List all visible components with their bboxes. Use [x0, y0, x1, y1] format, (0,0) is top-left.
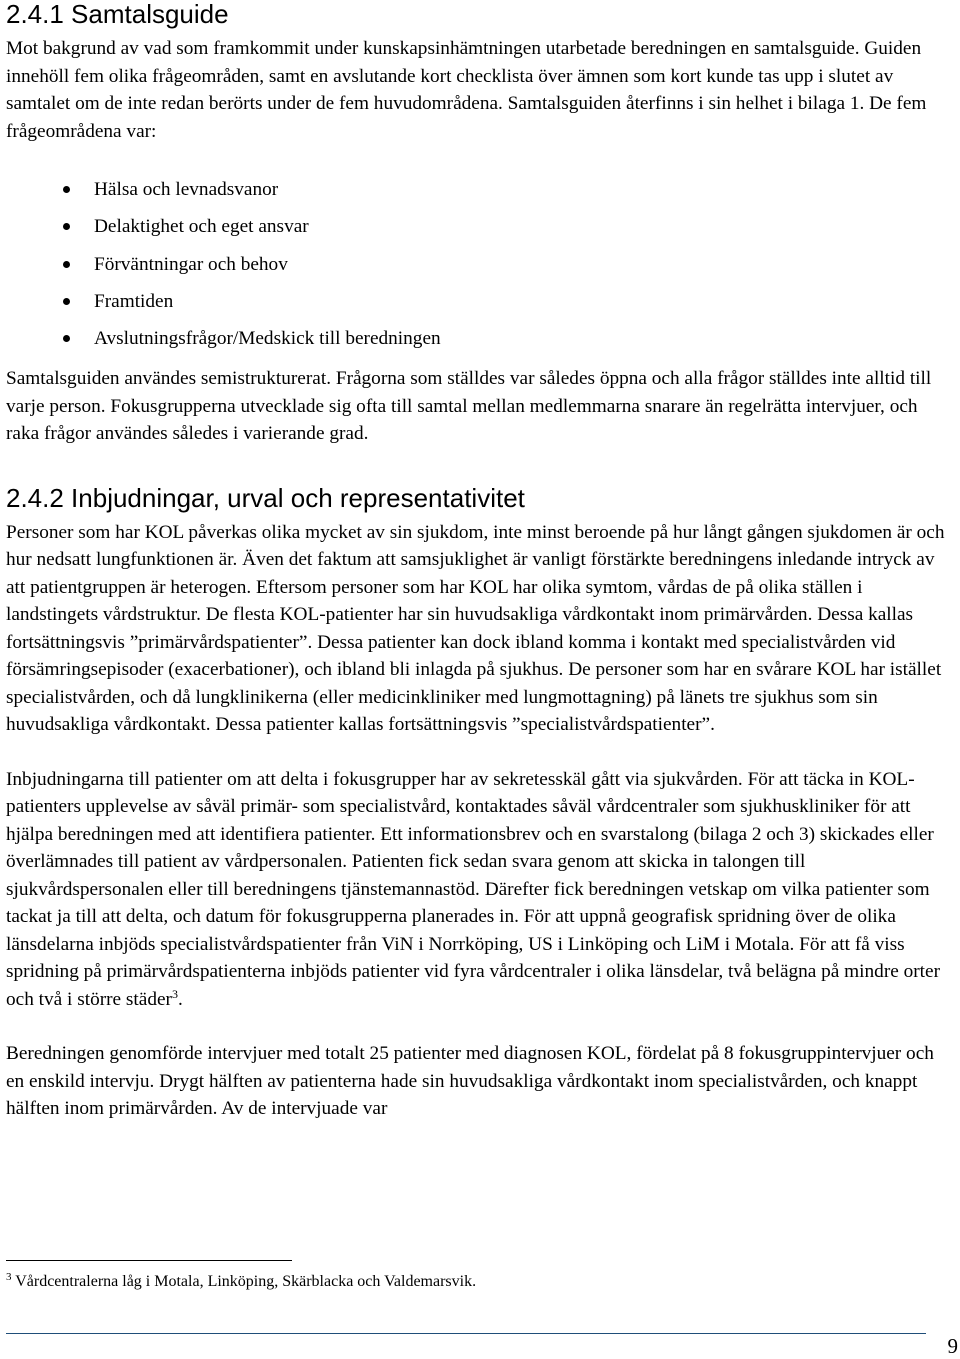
paragraph-semistructured: Samtalsguiden användes semistrukturerat. Frågorna som ställdes var således öppna och alla frågor ställdes inte alltid till varje person. Fokusgrupperna utvecklade sig ofta till samtal mellan medlemmarna snarare än regelrätta intervjuer, och raka frågor användes således i varierande grad. [6, 368, 932, 445]
list-item [6, 171, 954, 208]
bullet-icon [63, 298, 70, 305]
paragraph-invitations-end: . [177, 988, 183, 1010]
topic-list [6, 171, 954, 357]
bullet-icon [63, 261, 70, 268]
list-item [6, 320, 954, 357]
list-item-text: Framtiden [94, 290, 174, 312]
bullet-icon [63, 223, 70, 230]
list-item [6, 246, 954, 283]
footnote-number: 3 [6, 1271, 12, 1283]
paragraph-invitations-text: Inbjudningarna till patienter om att delta i fokusgrupper har av sekretesskäl gått via sjukvården. För att täcka in KOL-patienters upplevelse av såväl primär- som specialistvård, kontaktades såväl vårdcentraler som sjukhuskliniker för att hjälpa beredningen med att identifiera patienter. Ett informationsbrev och en svarstalong (bilaga 2 och 3) skickades eller överlämnades till patient av vårdpersonalen. Patienten fick sedan svara genom att skicka in talongen till sjukvårdspersonalen eller till beredningens tjänstemannastöd. Därefter fick beredningen vetskap om vilka patienter som tackat ja till att delta, och datum för fokusgrupperna planerades in. För att uppnå geografisk spridning över de olika länsdelarna inbjöds specialistvårdspatienter från ViN i Norrköping, US i Linköping och LiM i Motala. För att få viss spridning på primärvårdspatienterna inbjöds patienter vid fyra vårdcentraler i olika länsdelar, två belägna på mindre orter och två i större städer [6, 768, 941, 1010]
section-heading-samtalsguide: 2.4.1 Samtalsguide [6, 0, 229, 29]
list-item-text: Hälsa och levnadsvanor [94, 179, 279, 200]
bullet-icon [63, 186, 70, 193]
bullet-icon [63, 335, 70, 342]
footnote-reference[interactable]: 3 [171, 986, 178, 1001]
section-heading-inbjudningar: 2.4.2 Inbjudningar, urval och representativitet [6, 482, 525, 513]
list-item-text: Förväntningar och behov [94, 253, 288, 275]
document-page [6, 0, 954, 1123]
footnote [6, 1272, 476, 1292]
list-item [6, 208, 954, 245]
page-number: 9 [947, 1334, 958, 1358]
footnote-text: Vårdcentralerna låg i Motala, Linköping, Skärblacka och Valdemarsvik. [11, 1273, 477, 1290]
paragraph-invitations [6, 766, 954, 1014]
paragraph-interviews: Beredningen genomförde intervjuer med totalt 25 patienter med diagnosen KOL, fördelat på 8 fokusgruppintervjuer och en enskild intervju. Drygt hälften av patienterna hade sin huvudsakliga vårdkontakt inom specialistvården, och knappt hälften inom primärvården. Av de intervjuade var [6, 1043, 934, 1120]
page-footer-rule [6, 1333, 926, 1334]
footnote-divider [6, 1260, 292, 1261]
paragraph-kol-patients: Personer som har KOL påverkas olika mycket av sin sjukdom, inte minst beroende på hur långt gången sjukdomen är och hur nedsatt lungfunktionen är. Även det faktum att samsjuklighet är vanligt förstärkte beredningens inledande intryck av att patientgruppen är heterogen. Eftersom personer som har KOL har olika symtom, vårdas de på olika ställen i landstingets vårdstruktur. De flesta KOL-patienter har sin huvudsakliga vårdkontakt inom primärvården. Dessa kallas fortsättningsvis ”primärvårdspatienter”. Dessa patienter kan dock ibland komma i kontakt med specialistvården vid försämringsepisoder (exacerbationer), och ibland bli inlagda på sjukhus. De personer som har en svårare KOL har istället specialistvården, och då lungklinikerna (eller medicinkliniker med lungmottagning) på länets tre sjukhus som sin huvudsakliga vårdkontakt. Dessa patienter kallas fortsättningsvis ”specialistvårdspatienter”. [6, 521, 945, 736]
list-item [6, 283, 954, 320]
list-item-text: Delaktighet och eget ansvar [94, 216, 309, 238]
paragraph-intro: Mot bakgrund av vad som framkommit under kunskapsinhämtningen utarbetade beredningen en samtalsguide. Guiden innehöll fem olika frågeområden, samt en avslutande kort checklista över ämnen som kort kunde tas upp i slutet av samtalet om de inte redan berörts under de fem huvudområdena. Samtalsguiden återfinns i sin helhet i bilaga 1. De fem frågeområdena var: [6, 38, 927, 142]
list-item-text: Avslutningsfrågor/Medskick till beredningen [94, 328, 441, 350]
